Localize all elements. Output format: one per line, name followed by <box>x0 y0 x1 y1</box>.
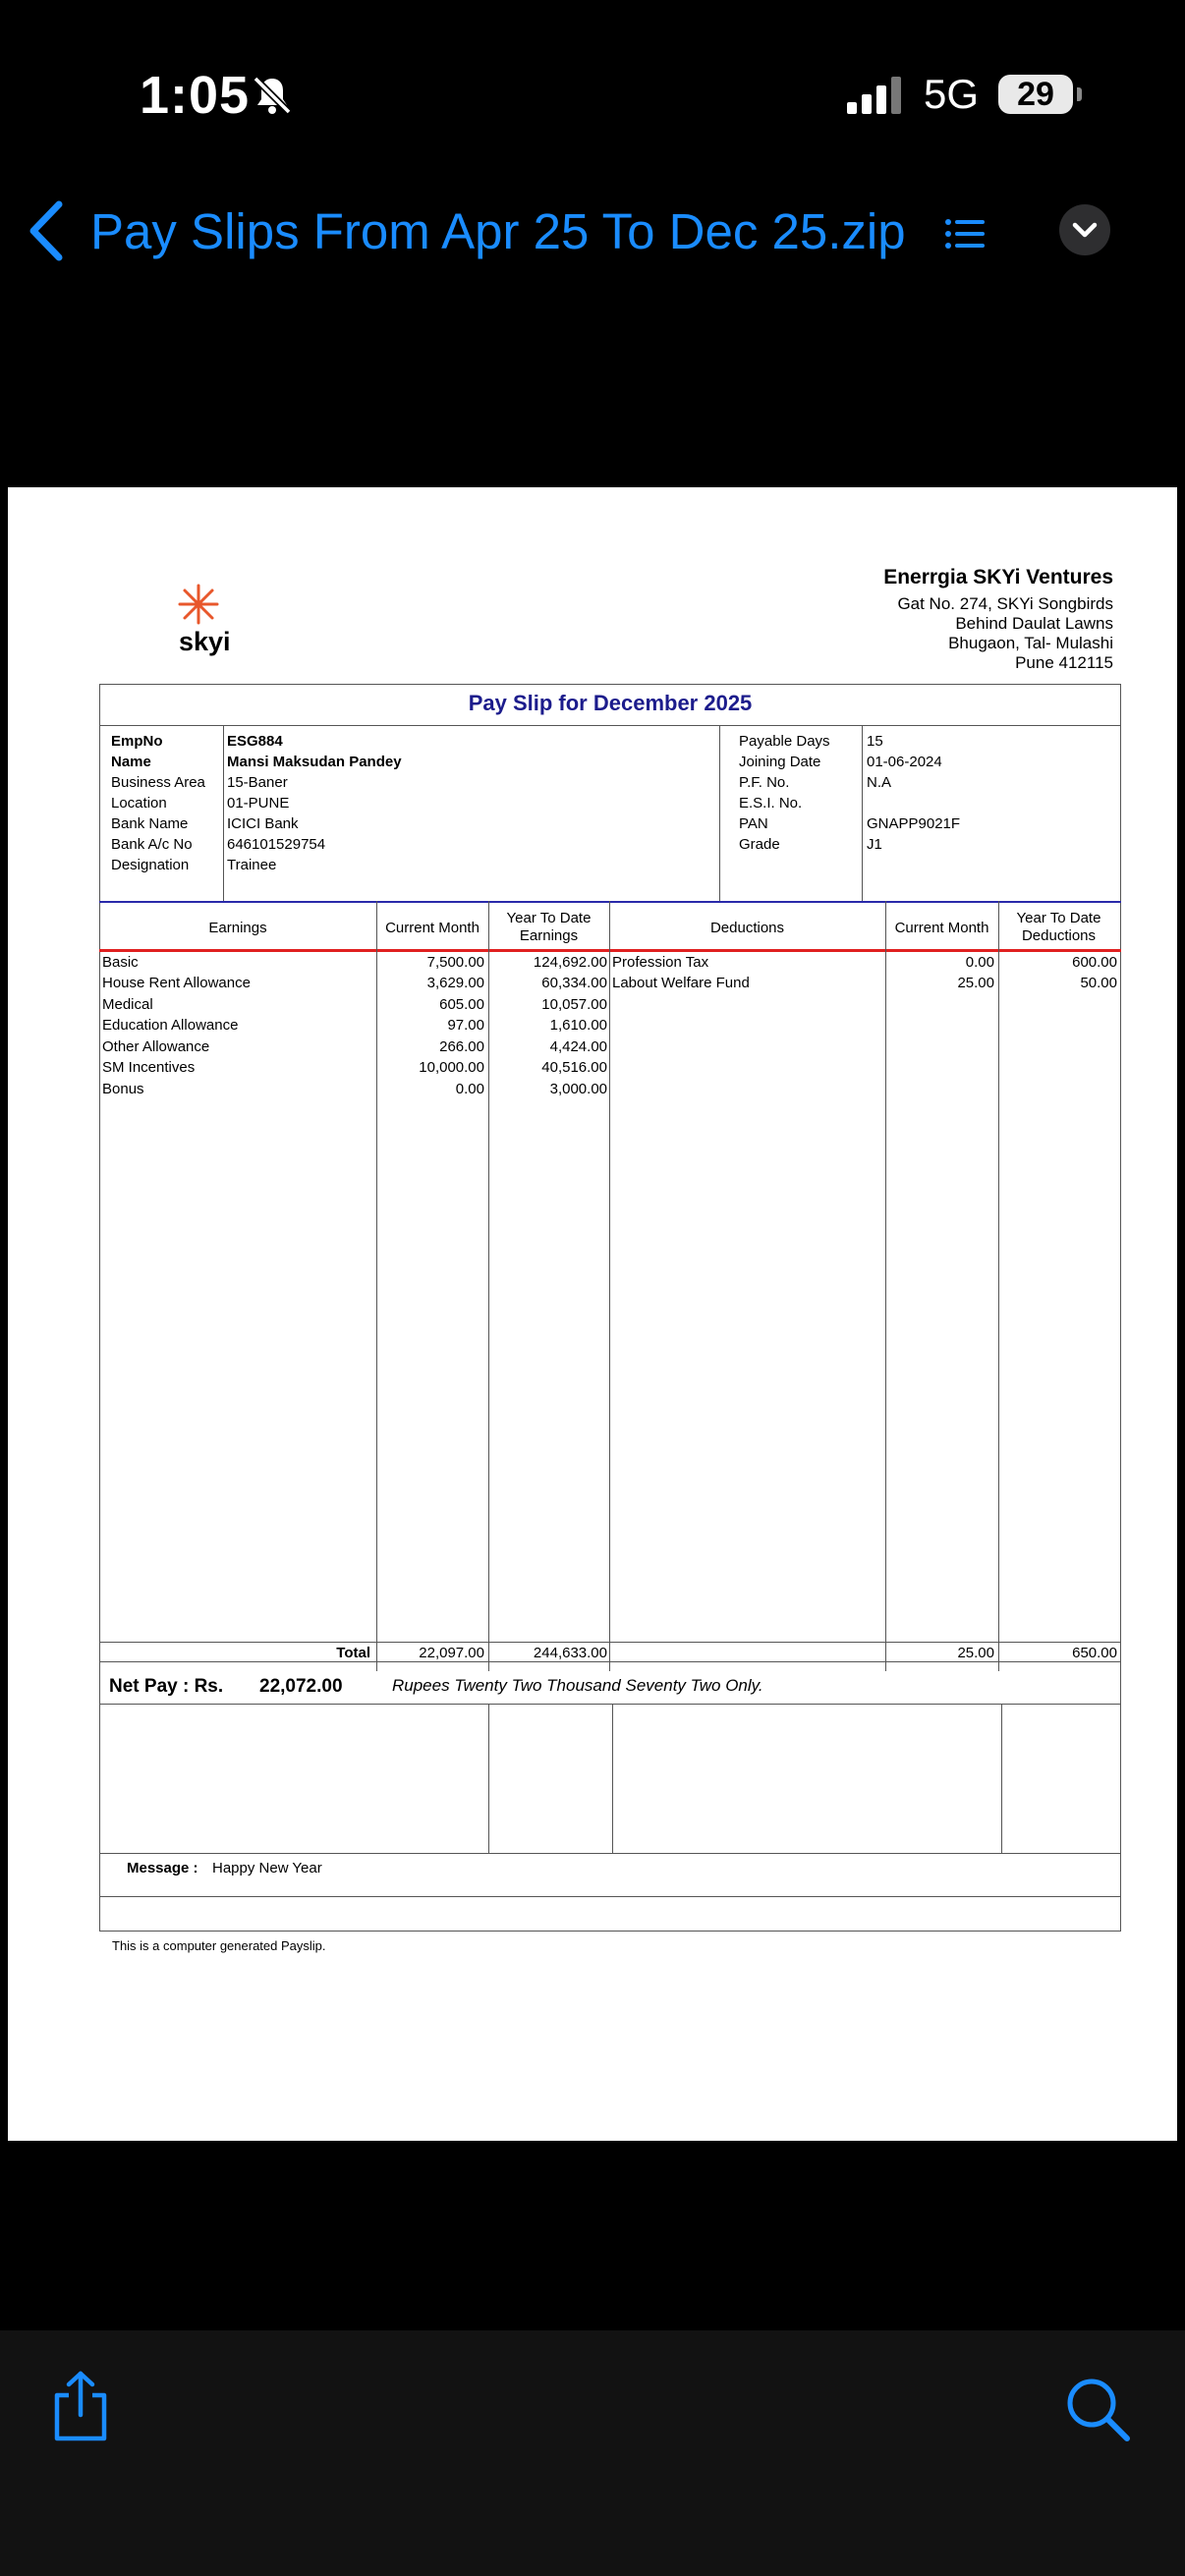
message-label: Message : <box>127 1860 198 1876</box>
divider <box>99 1704 1121 1705</box>
divider <box>612 1704 613 1853</box>
earning-current: 0.00 <box>455 1081 484 1097</box>
emp-label: Payable Days <box>739 733 830 750</box>
net-pay-amount: 22,072.00 <box>259 1676 343 1697</box>
address-line-1: Gat No. 274, SKYi Songbirds <box>897 594 1113 613</box>
emp-label: Name <box>111 754 151 770</box>
footer-note: This is a computer generated Payslip. <box>112 1938 326 1953</box>
earning-name: Bonus <box>102 1081 144 1097</box>
divider <box>99 1661 1121 1662</box>
col-current-month: Current Month <box>385 920 480 936</box>
network-type: 5G <box>924 71 980 117</box>
emp-label: PAN <box>739 815 768 832</box>
payslip-page <box>8 487 1177 2141</box>
battery-tip <box>1077 87 1082 101</box>
divider <box>99 1853 1121 1854</box>
earning-ytd: 124,692.00 <box>533 954 607 971</box>
table-header-top <box>99 901 1121 903</box>
emp-value: 15 <box>867 733 883 750</box>
emp-value: 646101529754 <box>227 836 326 853</box>
search-icon[interactable] <box>1064 2376 1133 2444</box>
earning-name: SM Incentives <box>102 1059 196 1076</box>
total-deductions-ytd: 650.00 <box>1072 1645 1117 1661</box>
slip-title: Pay Slip for December 2025 <box>468 691 753 715</box>
earning-name: Other Allowance <box>102 1038 210 1055</box>
divider <box>376 901 377 1671</box>
deduction-name: Profession Tax <box>612 954 709 971</box>
address-line-4: Pune 412115 <box>1015 653 1113 672</box>
earning-current: 3,629.00 <box>426 975 484 991</box>
divider <box>862 725 863 902</box>
earning-current: 605.00 <box>439 996 484 1013</box>
total-earnings-ytd: 244,633.00 <box>533 1645 607 1661</box>
status-time: 1:05 <box>140 66 251 125</box>
bell-slash-icon <box>250 73 295 118</box>
deduction-ytd: 50.00 <box>1080 975 1117 991</box>
earning-ytd: 4,424.00 <box>549 1038 607 1055</box>
earning-name: Education Allowance <box>102 1017 239 1034</box>
logo-text: skyi <box>179 627 231 656</box>
divider <box>998 901 999 1671</box>
emp-value: Trainee <box>227 857 277 873</box>
earning-name: House Rent Allowance <box>102 975 251 991</box>
message-text: Happy New Year <box>212 1860 322 1876</box>
company-name: Enerrgia SKYi Ventures <box>883 566 1113 588</box>
emp-value: 15-Baner <box>227 774 288 791</box>
emp-value: 01-PUNE <box>227 795 290 812</box>
earning-ytd: 40,516.00 <box>541 1059 607 1076</box>
deduction-current: 0.00 <box>965 954 994 971</box>
col-deductions: Deductions <box>709 920 785 936</box>
chevron-down-icon <box>1059 204 1110 255</box>
emp-value: ICICI Bank <box>227 815 299 832</box>
divider <box>488 901 489 1671</box>
emp-value: 01-06-2024 <box>867 754 942 770</box>
divider <box>885 901 886 1671</box>
earning-ytd: 1,610.00 <box>549 1017 607 1034</box>
divider <box>1001 1704 1002 1853</box>
emp-label: Bank A/c No <box>111 836 193 853</box>
emp-label: E.S.I. No. <box>739 795 803 812</box>
signal-icon <box>847 77 904 114</box>
earning-name: Basic <box>102 954 139 971</box>
emp-value: Mansi Maksudan Pandey <box>227 754 402 770</box>
col-current-month-2: Current Month <box>894 920 989 936</box>
emp-value: J1 <box>867 836 882 853</box>
net-pay-label: Net Pay : Rs. <box>109 1676 224 1697</box>
col-ytd-earnings-1: Year To Date <box>506 910 592 926</box>
earning-ytd: 60,334.00 <box>541 975 607 991</box>
address-line-2: Behind Daulat Lawns <box>955 614 1113 633</box>
earning-current: 97.00 <box>447 1017 484 1034</box>
status-bar <box>0 0 1185 187</box>
total-label: Total <box>336 1645 370 1661</box>
emp-value: GNAPP9021F <box>867 815 961 832</box>
divider <box>99 1896 1121 1897</box>
divider <box>719 725 720 902</box>
document-title: Pay Slips From Apr 25 To Dec 25.zip <box>90 203 906 259</box>
emp-label: EmpNo <box>111 733 163 750</box>
divider <box>609 901 610 1671</box>
list-icon[interactable] <box>945 218 985 250</box>
divider <box>488 1704 489 1853</box>
skyi-logo <box>176 584 221 625</box>
emp-value: N.A <box>867 774 892 791</box>
more-options-button[interactable] <box>1059 204 1110 255</box>
header-separator <box>99 949 1121 952</box>
col-ytd-deductions-1: Year To Date <box>1016 910 1101 926</box>
emp-label: P.F. No. <box>739 774 790 791</box>
earning-current: 7,500.00 <box>426 954 484 971</box>
deduction-ytd: 600.00 <box>1072 954 1117 971</box>
divider <box>223 725 224 902</box>
col-earnings: Earnings <box>208 920 267 936</box>
col-ytd-deductions-2: Deductions <box>1021 927 1097 944</box>
battery-icon: 29 <box>998 75 1073 114</box>
bottom-toolbar <box>0 2330 1185 2576</box>
deduction-name: Labout Welfare Fund <box>612 975 750 991</box>
emp-value: ESG884 <box>227 733 283 750</box>
earning-ytd: 10,057.00 <box>541 996 607 1013</box>
col-ytd-earnings-2: Earnings <box>519 927 579 944</box>
earning-name: Medical <box>102 996 153 1013</box>
emp-label: Business Area <box>111 774 205 791</box>
emp-label: Designation <box>111 857 190 873</box>
earning-ytd: 3,000.00 <box>549 1081 607 1097</box>
emp-label: Bank Name <box>111 815 189 832</box>
emp-label: Location <box>111 795 167 812</box>
total-earnings-current: 22,097.00 <box>419 1645 484 1661</box>
earning-current: 266.00 <box>439 1038 484 1055</box>
net-pay-words: Rupees Twenty Two Thousand Seventy Two Only. <box>392 1676 763 1695</box>
emp-label: Grade <box>739 836 780 853</box>
emp-label: Joining Date <box>739 754 821 770</box>
divider <box>99 725 1121 726</box>
total-deductions-current: 25.00 <box>957 1645 994 1661</box>
back-chevron-icon[interactable] <box>22 196 71 265</box>
deduction-current: 25.00 <box>957 975 994 991</box>
address-line-3: Bhugaon, Tal- Mulashi <box>948 634 1113 652</box>
share-icon[interactable] <box>49 2370 112 2442</box>
earning-current: 10,000.00 <box>419 1059 484 1076</box>
divider <box>99 1642 1121 1643</box>
